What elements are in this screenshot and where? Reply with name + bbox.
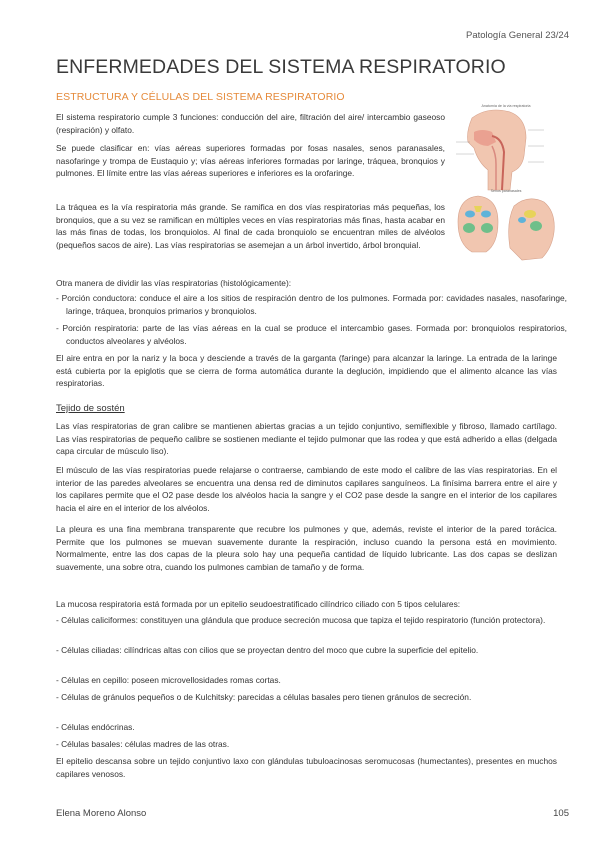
page-number: 105	[553, 808, 569, 819]
page-title: ENFERMEDADES DEL SISTEMA RESPIRATORIO	[56, 56, 506, 78]
cell-basal: - Células basales: células madres de las otras.	[56, 739, 230, 749]
cell-kulchitsky: - Células de gránulos pequeños o de Kulchitsky: parecidas a células basales pero tienen gránulos de secreción.	[56, 692, 472, 702]
paragraph-trachea: La tráquea es la vía respiratoria más grande. Se ramifica en dos vías respiratorias más pequeñas, los bronquios, que a su vez se ramifican en múltiples veces en vías respiratorias más finas, hasta acabar en las más finas de todas, los bronquiolos. Al final de cada bronquiolo se encuentran miles de alvéolos (pequeños sacos de aire). Las vías respiratorias se asemejan a un árbol invertido, árbol bronquial.	[56, 202, 445, 250]
course-header: Patología General 23/24	[466, 30, 569, 41]
cell-brush: - Células en cepillo: poseen microvellosidades romas cortas.	[56, 675, 281, 685]
cell-goblet: - Células caliciformes: constituyen una glándula que produce secreción mucosa que tapiza el tejido respiratorio (función protectora).	[56, 615, 546, 625]
paragraph-air-path: El aire entra en por la nariz y la boca y desciende a través de la garganta (faringe) para alcanzar la laringe. La entrada de la laringe está cubierta por la epiglotis que se cierra de forma automática durante la deglución, impidiendo que el alimento alcance las vías respiratorias.	[56, 353, 557, 389]
paragraph-histology-intro: Otra manera de dividir las vías respiratorias (histológicamente):	[56, 278, 292, 288]
bullet-respiratory-portion: - Porción respiratoria: parte de las vías aéreas en la cual se produce el intercambio gases. Formada por: bronquiolos respiratorios, conductos alveolares y alvéolos.	[56, 323, 567, 346]
footer-author: Elena Moreno Alonso	[56, 808, 147, 819]
paragraph-pleura: La pleura es una fina membrana transparente que recubre los pulmones y que, además, reviste el interior de la pared torácica. Permite que los pulmones se muevan suavemente durante la respiración, incluso cuando la persona está en movimiento. Normalmente, entre las dos capas de la pleura solo hay una pequeña cantidad de líquido lubricante. Las dos capas se deslizan suavemente, una sobre otra, cuando los pulmones cambian de tamaño y de forma.	[56, 524, 557, 572]
paragraph-cartilage: Las vías respiratorias de gran calibre se mantienen abiertas gracias a un tejido conjuntivo, semiflexible y fibroso, llamado cartílago. Las vías respiratorias de pequeño calibre se sostienen mediante el tejido pulmonar que las rodea y que está adherido a ellas (delgada capa circular de músculo liso).	[56, 421, 557, 457]
figure-caption-bottom: Senos paranasales	[490, 189, 522, 193]
respiratory-anatomy-illustration	[452, 102, 560, 268]
cell-ciliated: - Células ciliadas: cilíndricas altas con cilios que se proyectan dentro del moco que cubre la superficie del epitelio.	[56, 645, 479, 655]
paragraph-functions: El sistema respiratorio cumple 3 funciones: conducción del aire, filtración del aire/ intercambio gaseoso (respiración) y olfato.	[56, 112, 445, 135]
paragraph-muscle: El músculo de las vías respiratorias puede relajarse o contraerse, cambiando de este modo el calibre de las vías respiratorias. En el interior de las paredes alveolares se encuentra una densa red de diminutos capilares sanguíneos. La finísima barrera entre el aire y los capilares permite que el O2 pase desde los alvéolos hacia la sangre y el CO2 pase desde la sangre en el interior de los capilares hacia el aire en el interior de los alvéolos.	[56, 465, 557, 513]
figure-caption-top: Anatomía de la vía respiratoria	[481, 104, 531, 108]
section-heading: ESTRUCTURA Y CÉLULAS DEL SISTEMA RESPIRATORIO	[56, 91, 345, 103]
bullet-conducting-portion: - Porción conductora: conduce el aire a los sitios de respiración dentro de los pulmones. Formada por: cavidades nasales, nasofaringe, laringe, tráquea, bronquios primarios y bronquiolos.	[56, 293, 567, 316]
paragraph-epithelium: El epitelio descansa sobre un tejido conjuntivo laxo con glándulas tubuloacinosas seromucosas (humectantes), presentes en muchos capilares venosos.	[56, 756, 557, 779]
paragraph-mucosa: La mucosa respiratoria está formada por un epitelio seudoestratificado cilíndrico ciliado con 5 tipos celulares:	[56, 599, 461, 609]
cell-endocrine: - Células endócrinas.	[56, 722, 135, 732]
subheading-support-tissue: Tejido de sostén	[56, 403, 125, 414]
paragraph-classification: Se puede clasificar en: vías aéreas superiores formadas por fosas nasales, senos paranasales, nasofaringe y trompa de Eustaquio y; vías aéreas inferiores formadas por laringe, tráquea, bronquios y pulmones. El límite entre las vías aéreas superiores e inferiores es la orofaringe.	[56, 143, 445, 179]
